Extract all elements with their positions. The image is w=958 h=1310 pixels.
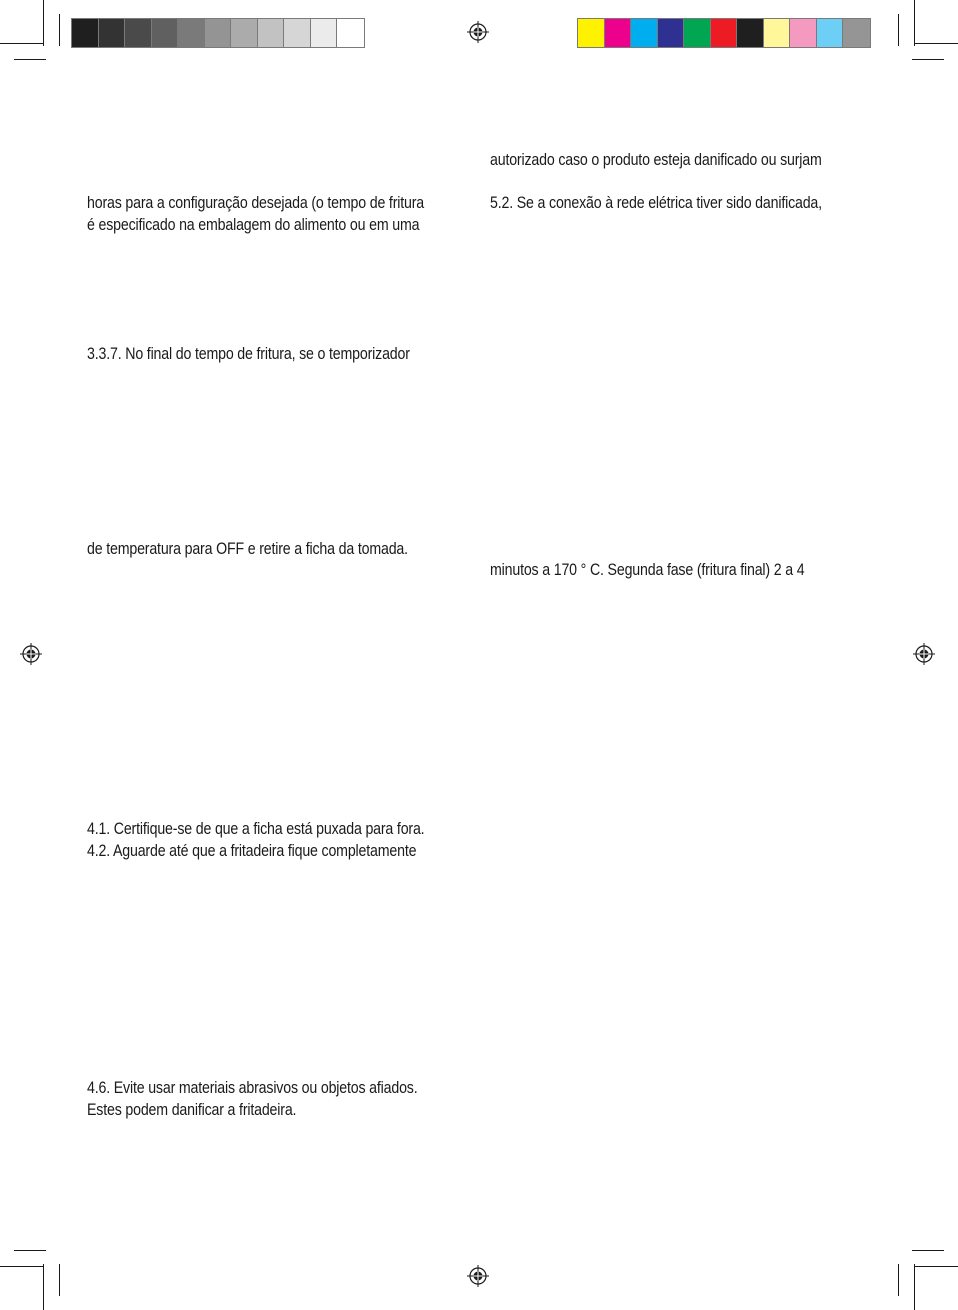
color-calibration-bar: [577, 18, 871, 48]
crop-mark-top-right-h2: [912, 59, 944, 60]
calibration-swatch: [337, 19, 364, 47]
registration-mark-bottom-icon: [467, 1265, 489, 1287]
right-text-line: 5.2. Se a conexão à rede elétrica tiver sido danificada,: [490, 194, 822, 212]
registration-mark-right-icon: [913, 643, 935, 665]
right-text-line: minutos a 170 ° C. Segunda fase (fritura final) 2 a 4: [490, 561, 805, 579]
left-text-line: é especificado na embalagem do alimento ou em uma: [87, 216, 420, 234]
calibration-swatch: [72, 19, 99, 47]
crop-mark-bottom-left-h2: [14, 1250, 46, 1251]
calibration-swatch: [843, 19, 870, 47]
calibration-swatch: [684, 19, 711, 47]
calibration-swatch: [658, 19, 685, 47]
crop-mark-bottom-right-h2: [912, 1250, 944, 1251]
calibration-swatch: [99, 19, 126, 47]
calibration-swatch: [284, 19, 311, 47]
crop-mark-bottom-left-h: [0, 1266, 44, 1267]
crop-mark-top-left-v2: [59, 14, 60, 46]
crop-mark-bottom-right-h: [914, 1266, 958, 1267]
left-text-line: de temperatura para OFF e retire a ficha da tomada.: [87, 540, 408, 558]
calibration-swatch: [125, 19, 152, 47]
calibration-swatch: [817, 19, 844, 47]
crop-mark-bottom-right-v: [914, 1264, 915, 1310]
left-text-line: horas para a configuração desejada (o tempo de fritura: [87, 194, 425, 212]
crop-mark-top-right-v: [914, 0, 915, 46]
calibration-swatch: [737, 19, 764, 47]
calibration-swatch: [205, 19, 232, 47]
left-text-line: Estes podem danificar a fritadeira.: [87, 1101, 297, 1119]
calibration-swatch: [631, 19, 658, 47]
crop-mark-top-right-v2: [898, 14, 899, 46]
crop-mark-bottom-left-v: [43, 1264, 44, 1310]
calibration-swatch: [231, 19, 258, 47]
crop-mark-top-left-v: [43, 0, 44, 46]
crop-mark-top-right-h: [914, 43, 958, 44]
calibration-swatch: [790, 19, 817, 47]
left-text-line: 3.3.7. No final do tempo de fritura, se o temporizador: [87, 345, 410, 363]
left-text-line: 4.6. Evite usar materiais abrasivos ou objetos afiados.: [87, 1079, 418, 1097]
grayscale-calibration-bar: [71, 18, 365, 48]
left-text-line: 4.2. Aguarde até que a fritadeira fique completamente: [87, 842, 417, 860]
calibration-swatch: [764, 19, 791, 47]
left-text-line: 4.1. Certifique-se de que a ficha está puxada para fora.: [87, 820, 425, 838]
calibration-swatch: [711, 19, 738, 47]
crop-mark-bottom-right-v2: [898, 1264, 899, 1296]
crop-mark-top-left-h: [0, 43, 44, 44]
registration-mark-left-icon: [20, 643, 42, 665]
calibration-swatch: [258, 19, 285, 47]
calibration-swatch: [605, 19, 632, 47]
calibration-swatch: [152, 19, 179, 47]
right-text-line: autorizado caso o produto esteja danificado ou surjam: [490, 151, 822, 169]
registration-mark-top-icon: [467, 21, 489, 43]
crop-mark-bottom-left-v2: [59, 1264, 60, 1296]
calibration-swatch: [578, 19, 605, 47]
calibration-swatch: [311, 19, 338, 47]
crop-mark-top-left-h2: [14, 59, 46, 60]
calibration-swatch: [178, 19, 205, 47]
